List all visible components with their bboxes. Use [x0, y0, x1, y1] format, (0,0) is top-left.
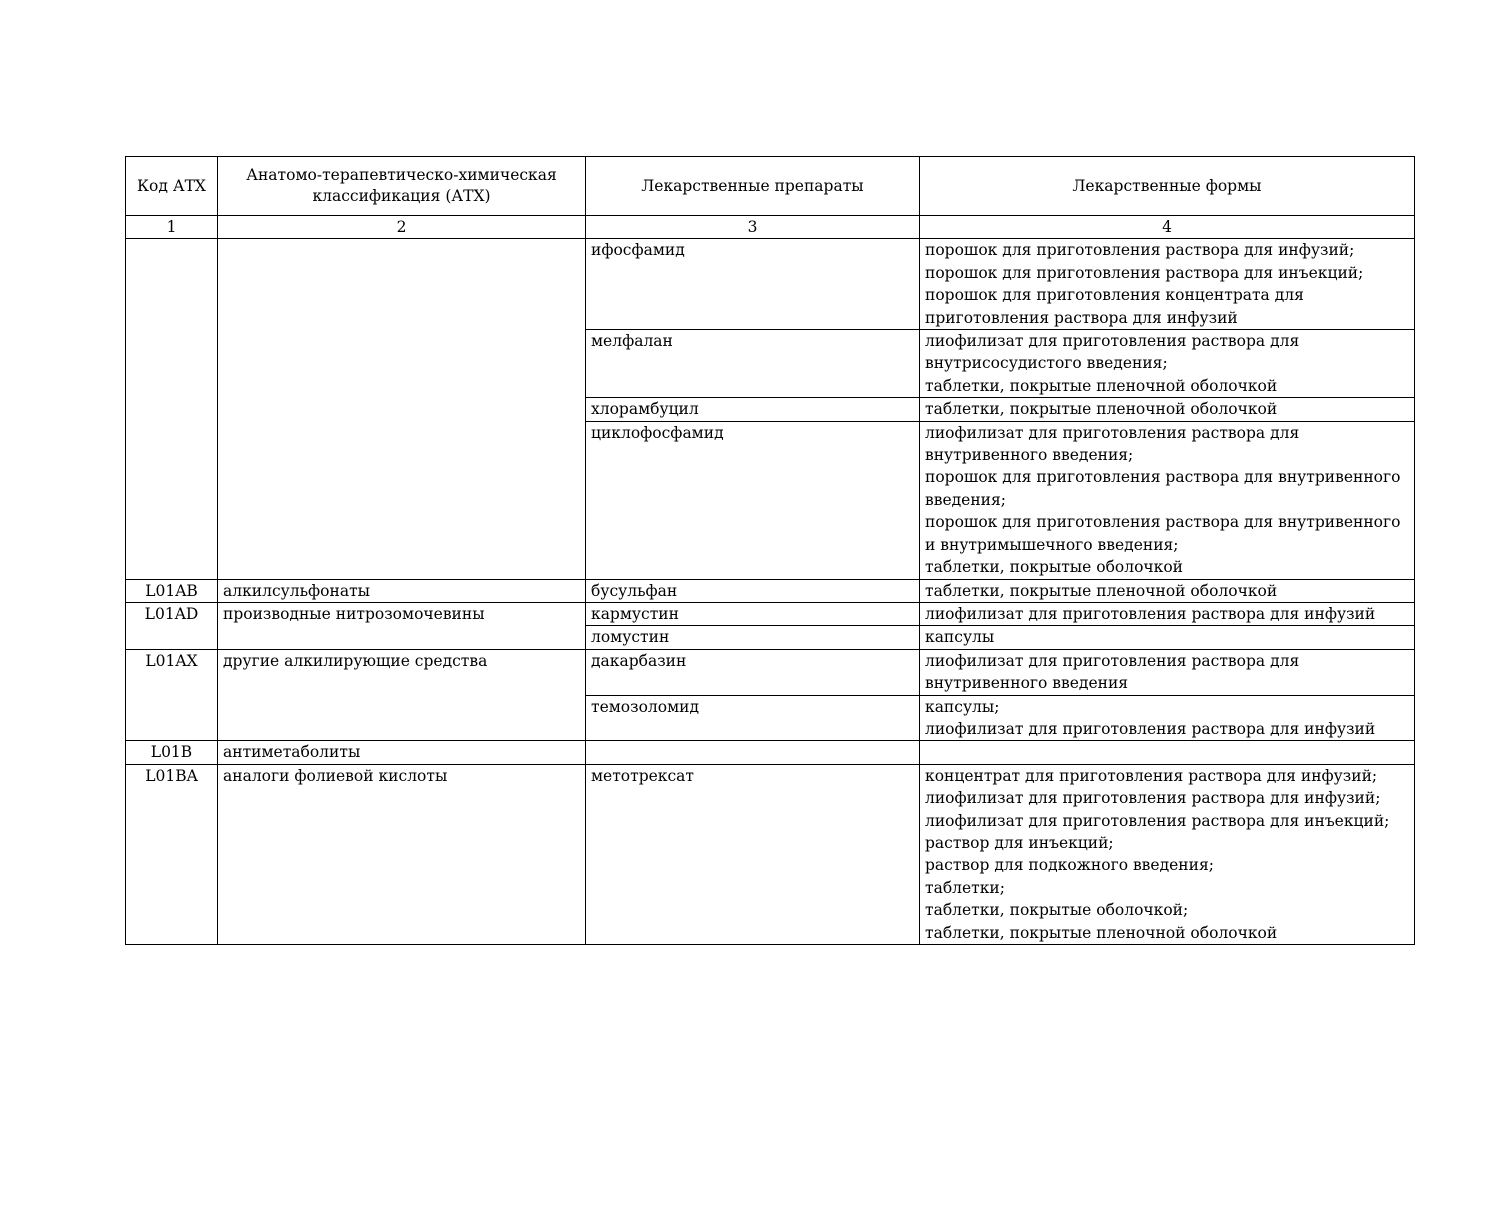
atc-code: L01B — [126, 741, 218, 764]
atc-classification: антиметаболиты — [218, 741, 586, 764]
form-item: лиофилизат для приготовления раствора для внутривенного введения — [925, 651, 1300, 693]
form-item: лиофилизат для приготовления раствора для инъекций; — [925, 811, 1390, 830]
classification-cell-empty — [218, 239, 586, 579]
drug-name: бусульфан — [586, 579, 920, 602]
atc-code: L01BA — [126, 764, 218, 944]
table-row — [126, 741, 1415, 764]
drug-name: кармустин — [586, 602, 920, 625]
header-classification: Анатомо-терапевтическо-химическая классификация (АТХ) — [218, 157, 586, 216]
header-code: Код АТХ — [126, 157, 218, 216]
form-item: порошок для приготовления концентрата для приготовления раствора для инфузий — [925, 286, 1304, 327]
table-row — [126, 764, 1415, 944]
table-row — [126, 602, 1415, 625]
form-item: капсулы; — [925, 697, 1000, 716]
form-item: лиофилизат для приготовления раствора для внутрисосудистого введения; — [925, 332, 1300, 373]
drug-forms — [920, 764, 1415, 944]
form-item: порошок для приготовления раствора для внутривенного и внутримышечного введения; — [925, 513, 1401, 554]
drug-name: метотрексат — [586, 764, 920, 944]
form-item: концентрат для приготовления раствора для инфузий; — [925, 766, 1378, 785]
form-item: таблетки, покрытые пленочной оболочкой — [925, 923, 1278, 942]
form-item: капсулы — [925, 628, 995, 647]
column-number: 1 — [126, 216, 218, 239]
atc-classification: производные нитрозомочевины — [218, 602, 586, 649]
code-cell-empty — [126, 239, 218, 579]
drug-forms — [920, 239, 1415, 330]
form-item: порошок для приготовления раствора для внутривенного введения; — [925, 468, 1401, 509]
form-item: лиофилизат для приготовления раствора для инфузий; — [925, 789, 1381, 808]
drug-name: ифосфамид — [586, 239, 920, 330]
form-item: лиофилизат для приготовления раствора для внутривенного введения; — [925, 423, 1300, 465]
form-item: таблетки, покрытые пленочной оболочкой — [925, 376, 1278, 395]
column-number: 4 — [920, 216, 1415, 239]
drug-name: хлорамбуцил — [586, 398, 920, 421]
column-number: 3 — [586, 216, 920, 239]
table-header-row — [126, 157, 1415, 216]
drug-forms — [920, 330, 1415, 398]
atc-classification: другие алкилирующие средства — [218, 649, 586, 741]
atc-classification: аналоги фолиевой кислоты — [218, 764, 586, 944]
header-forms: Лекарственные формы — [920, 157, 1415, 216]
table-row — [126, 649, 1415, 695]
table-row — [126, 239, 1415, 330]
header-drugs: Лекарственные препараты — [586, 157, 920, 216]
atc-drug-table — [125, 156, 1415, 945]
drug-name: циклофосфамид — [586, 421, 920, 579]
atc-code: L01AD — [126, 602, 218, 649]
form-item: раствор для подкожного введения; — [925, 856, 1214, 875]
form-item: порошок для приготовления раствора для инъекций; — [925, 263, 1364, 282]
atc-code: L01AB — [126, 579, 218, 602]
drug-forms — [920, 695, 1415, 741]
drug-forms — [920, 649, 1415, 695]
atc-code: L01AX — [126, 649, 218, 741]
drug-name: темозоломид — [586, 695, 920, 741]
column-number-row — [126, 216, 1415, 239]
form-item: порошок для приготовления раствора для инфузий; — [925, 241, 1355, 260]
drug-forms — [920, 421, 1415, 579]
drug-name: дакарбазин — [586, 649, 920, 695]
form-item: таблетки, покрытые пленочной оболочкой — [925, 581, 1278, 600]
drug-forms-empty — [920, 741, 1415, 764]
form-item: таблетки, покрытые пленочной оболочкой — [925, 400, 1278, 419]
drug-name-empty — [586, 741, 920, 764]
form-item: таблетки, покрытые оболочкой; — [925, 901, 1189, 920]
drug-forms — [920, 626, 1415, 649]
drug-forms — [920, 398, 1415, 421]
column-number: 2 — [218, 216, 586, 239]
form-item: таблетки; — [925, 878, 1005, 897]
drug-forms — [920, 579, 1415, 602]
table-row — [126, 579, 1415, 602]
atc-classification: алкилсульфонаты — [218, 579, 586, 602]
drug-name: мелфалан — [586, 330, 920, 398]
form-item: раствор для инъекций; — [925, 833, 1114, 852]
form-item: лиофилизат для приготовления раствора для инфузий — [925, 719, 1376, 738]
form-item: таблетки, покрытые оболочкой — [925, 558, 1184, 577]
drug-forms — [920, 602, 1415, 625]
drug-name: ломустин — [586, 626, 920, 649]
form-item: лиофилизат для приготовления раствора для инфузий — [925, 604, 1376, 623]
